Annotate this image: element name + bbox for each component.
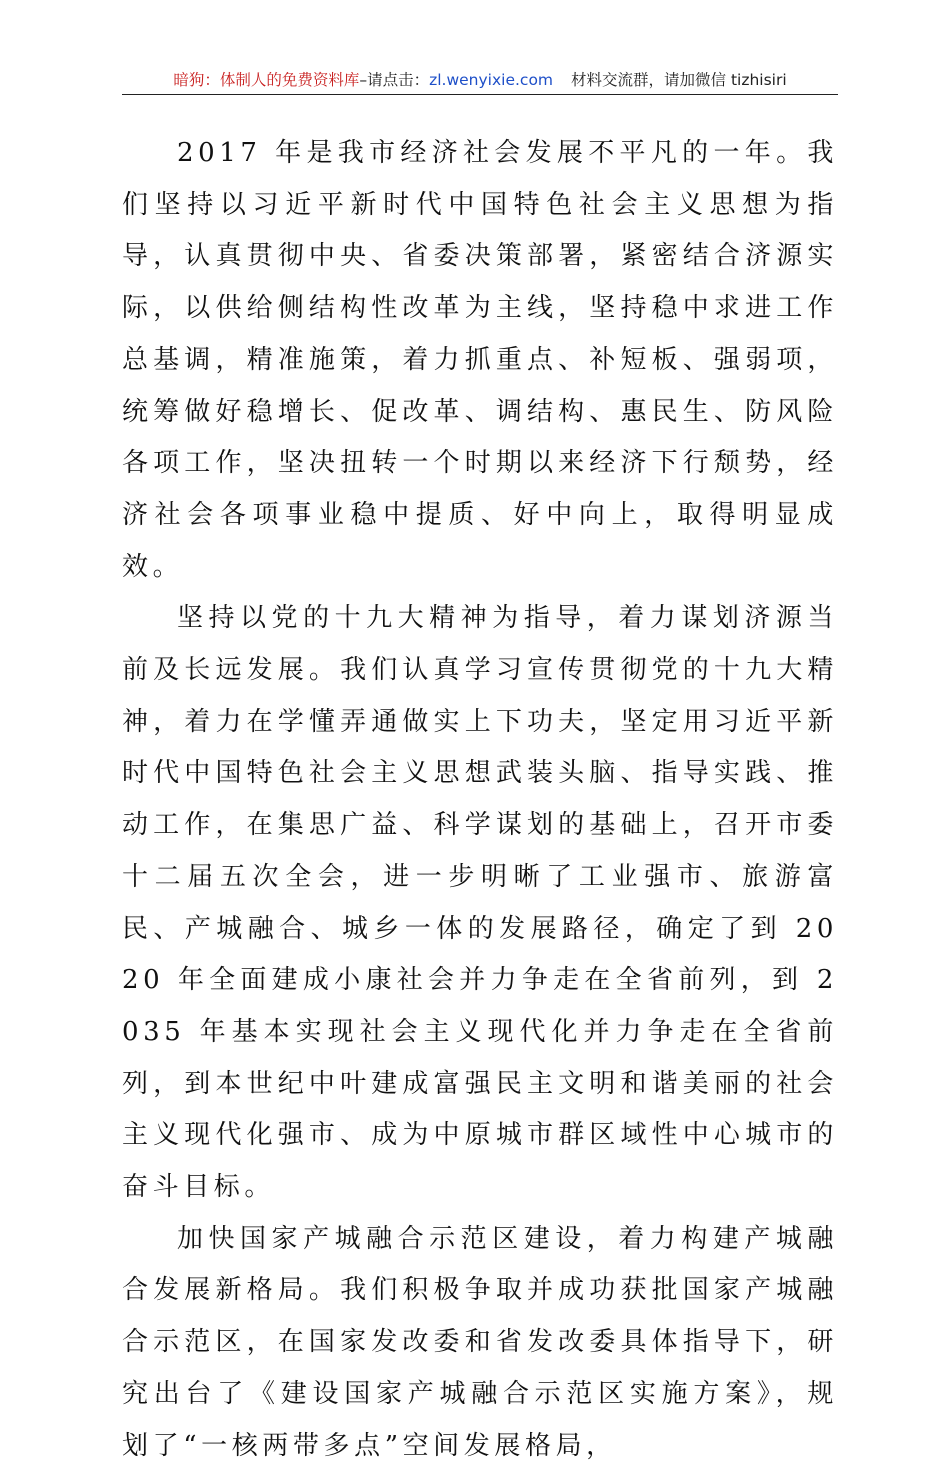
header-prompt: –请点击：	[359, 71, 430, 89]
paragraph-1: 2017 年是我市经济社会发展不平凡的一年。我们坚持以习近平新时代中国特色社会主义思想为指导，认真贯彻中央、省委决策部署，紧密结合济源实际，以供给侧结构性改革为主线，坚持稳中求进工作总基调，精准施策，着力抓重点、补短板、强弱项，统筹做好稳增长、促改革、调结构、惠民生、防风险各项工作，坚决扭转一个时期以来经济下行颓势，经济社会各项事业稳中提质、好中向上，取得明显成效。	[122, 138, 838, 582]
header-link[interactable]: zl.wenyixie.com	[429, 71, 554, 89]
page-header	[122, 68, 838, 95]
header-contact: 材料交流群，请加微信 tizhisiri	[571, 71, 787, 89]
paragraph-3: 加快国家产城融合示范区建设，着力构建产城融合发展新格局。我们积极争取并成功获批国家产城融合示范区，在国家发改委和省发改委具体指导下，研究出台了《建设国家产城融合示范区实施方案》，规划了“一核两带多点”空间发展格局，	[122, 1223, 838, 1461]
document-body	[122, 128, 838, 1472]
header-brand: 暗狗：体制人的免费资料库	[173, 71, 360, 89]
paragraph-2: 坚持以党的十九大精神为指导，着力谋划济源当前及长远发展。我们认真学习宣传贯彻党的十九大精神，着力在学懂弄通做实上下功夫，坚定用习近平新时代中国特色社会主义思想武装头脑、指导实践、推动工作，在集思广益、科学谋划的基础上，召开市委十二届五次全会，进一步明晰了工业强市、旅游富民、产城融合、城乡一体的发展路径，确定了到 2020 年全面建成小康社会并力争走在全省前列，到 2035 年基本实现社会主义现代化并力争走在全省前列，到本世纪中叶建成富强民主文明和谐美丽的社会主义现代化强市、成为中原城市群区域性中心城市的奋斗目标。	[122, 603, 838, 1203]
